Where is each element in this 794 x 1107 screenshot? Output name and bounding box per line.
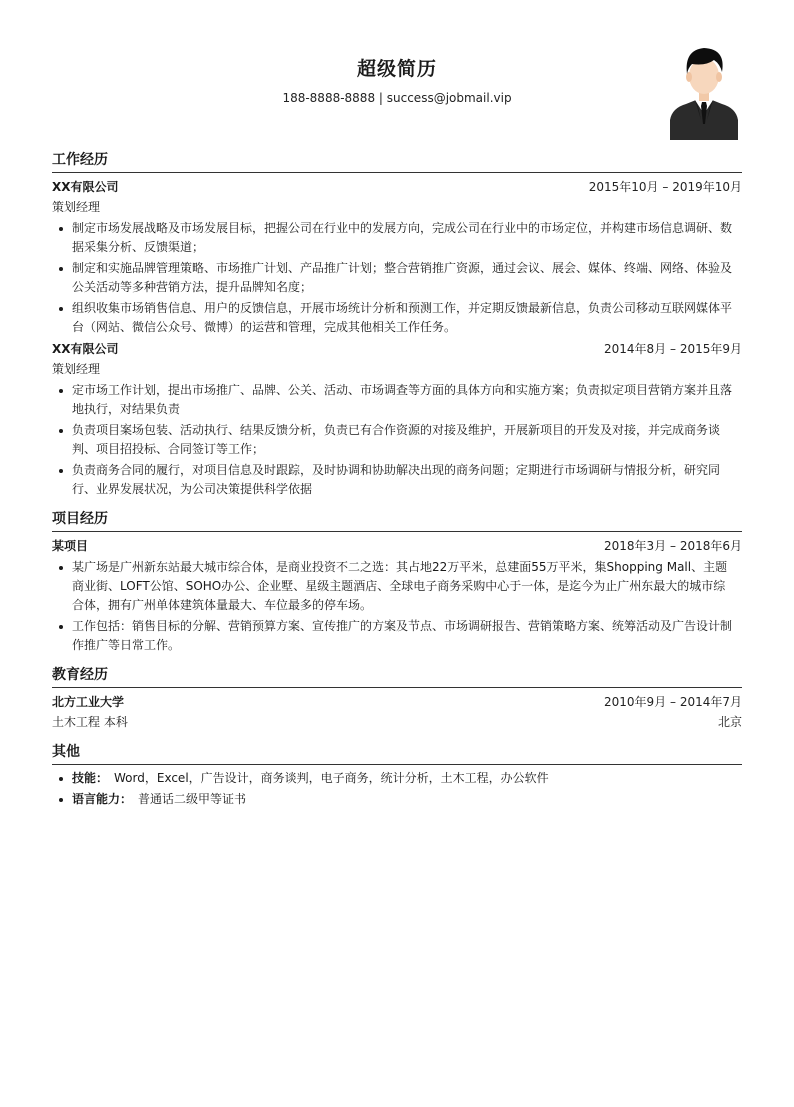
resume-content [52,150,742,819]
list-item [72,769,742,788]
candidate-name: 超级简历 [356,58,437,80]
list-item: 组织收集市场销售信息、用户的反馈信息，开展市场统计分析和预测工作，并定期反馈最新信息，负责公司移动互联网媒体平台（网站、微信公众号、微博）的运营和管理，完成其他相关工作任务。 [72,299,742,337]
list-item: 负责项目案场包装、活动执行、结果反馈分析，负责已有合作资源的对接及维护，开展新项目的开发及对接，并完成商务谈判、项目招投标、合同签订等工作； [72,421,742,459]
company-name: XX有限公司 [52,342,119,356]
project-name: 某项目 [52,539,89,553]
list-item: 负责商务合同的履行，对项目信息及时跟踪，及时协调和协助解决出现的商务问题；定期进行市场调研与情报分析，研究同行、业界发展状况，为公司决策提供科学依据 [72,461,742,499]
work-entry [52,339,742,499]
bullet-list [52,769,742,809]
contact-info: 188-8888-8888 | success@jobmail.vip [282,91,512,105]
date-range: 2014年8月 – 2015年9月 [604,342,742,356]
language-label: 语言能力： [72,792,133,806]
major-degree: 土木工程 本科 [52,715,128,729]
location: 北京 [717,715,742,729]
company-name: XX有限公司 [52,180,119,194]
project-entry [52,536,742,655]
education-section [52,665,742,732]
work-experience-section [52,150,742,499]
list-item: 制定和实施品牌管理策略、市场推广计划、产品推广计划；整合营销推广资源，通过会议、展会、媒体、终端、网络、体验及公关活动等多种营销方法，提升品牌知名度； [72,259,742,297]
list-item: 制定市场发展战略及市场发展目标，把握公司在行业中的发展方向，完成公司在行业中的市场定位，并构建市场信息调研、数据采集分析、反馈渠道； [72,219,742,257]
avatar [668,44,740,140]
date-range: 2018年3月 – 2018年6月 [604,539,742,553]
list-item: 工作包括：销售目标的分解、营销预算方案、宣传推广的方案及节点、市场调研报告、营销策略方案、统筹活动及广告设计制作推广等日常工作。 [72,617,742,655]
bullet-list [52,219,742,337]
job-title: 策划经理 [52,362,101,376]
date-range: 2010年9月 – 2014年7月 [604,695,742,709]
section-title: 教育经历 [52,665,742,688]
school-name: 北方工业大学 [52,695,125,709]
skills-value: Word，Excel，广告设计，商务谈判，电子商务，统计分析，土木工程，办公软件 [114,771,549,785]
language-value: 普通话二级甲等证书 [138,792,247,806]
job-title: 策划经理 [52,200,101,214]
education-entry [52,692,742,732]
date-range: 2015年10月 – 2019年10月 [588,180,742,194]
skills-label: 技能： [72,771,109,785]
project-experience-section [52,509,742,655]
bullet-list [52,558,742,655]
other-section [52,742,742,809]
list-item [72,790,742,809]
list-item: 某广场是广州新东站最大城市综合体，是商业投资不二之选：其占地22万平米，总建面55万平米，集Shopping Mall、主题商业街、LOFT公馆、SOHO办公、企业墅、星级主题酒店、全球电子商务采购中心于一体，是迄今为止广州东最大的城市综合体，拥有广州单体建筑体量最大、车位最多的停车场。 [72,558,742,615]
section-title: 项目经历 [52,509,742,532]
section-title: 其他 [52,742,742,765]
bullet-list [52,381,742,499]
section-title: 工作经历 [52,150,742,173]
work-entry [52,177,742,337]
list-item: 定市场工作计划，提出市场推广、品牌、公关、活动、市场调查等方面的具体方向和实施方案；负责拟定项目营销方案并且落地执行，对结果负责 [72,381,742,419]
